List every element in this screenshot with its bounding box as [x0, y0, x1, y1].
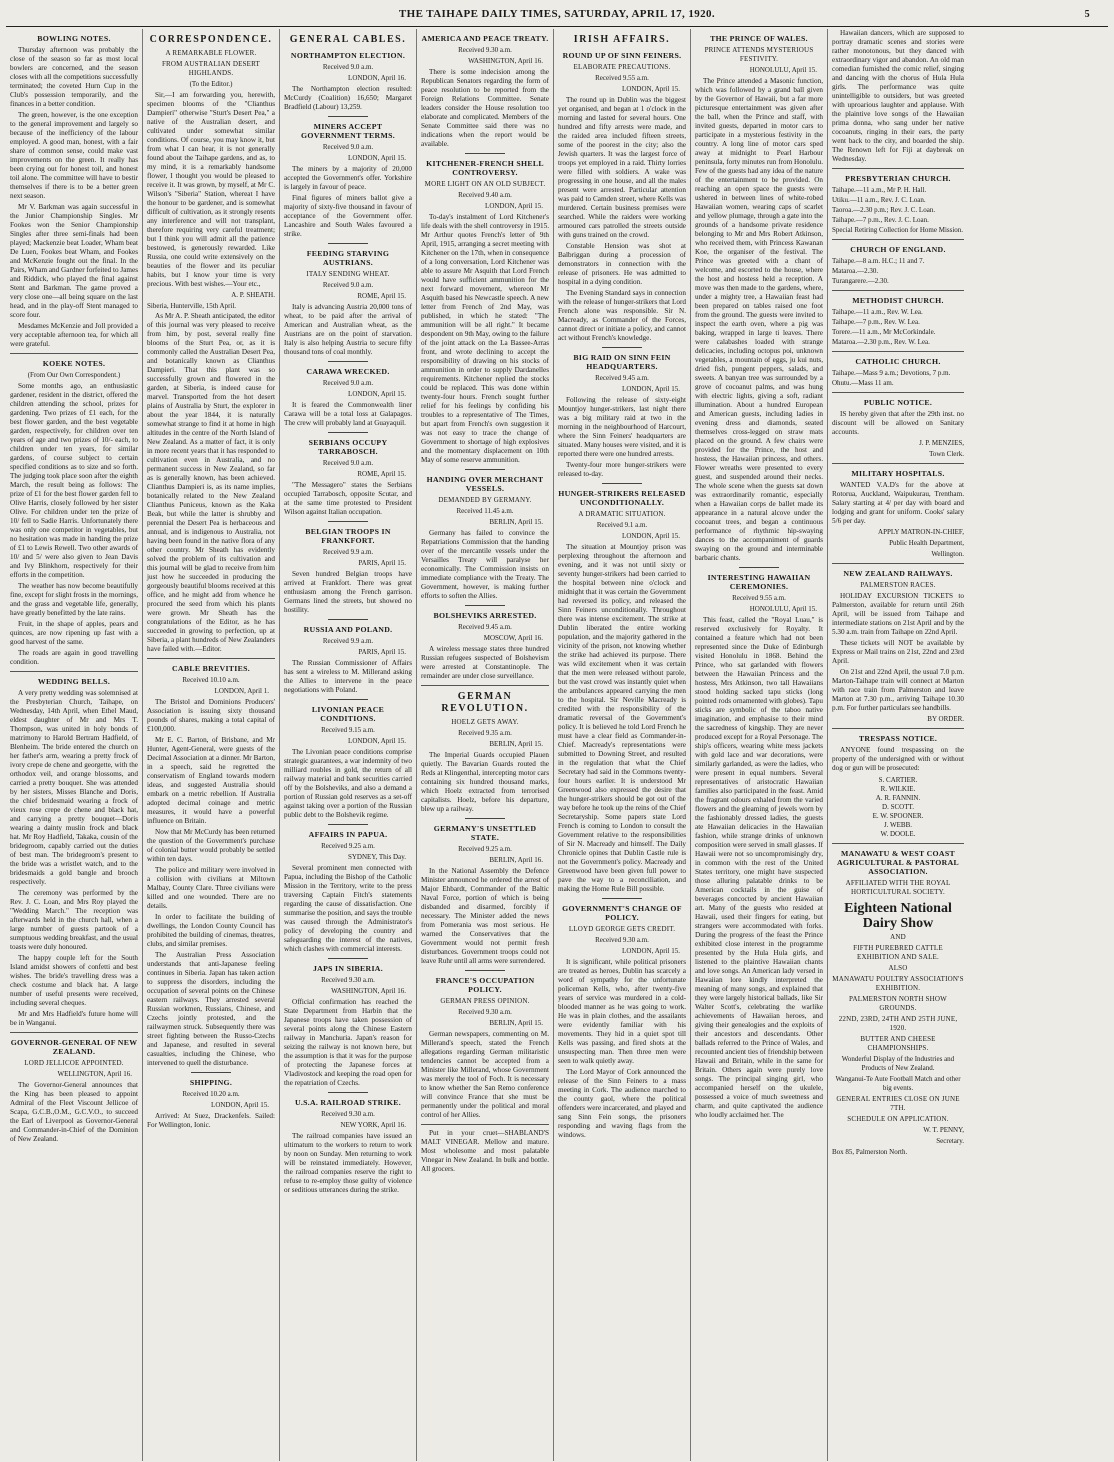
section-title: JAPS IN SIBERIA.	[312, 964, 383, 973]
dateline: HONOLULU, April 15.	[749, 605, 817, 613]
received-time: Received 9.25 a.m.	[458, 845, 512, 853]
service-line: Taoroa.—2.30 p.m.; Rev. J. C. Loan.	[832, 206, 936, 214]
letter-signature: A. P. SHEATH.	[231, 291, 275, 299]
notice-signature: Public Health Department,	[889, 539, 964, 547]
divider	[328, 432, 368, 433]
dateline: LONDON, April 15.	[348, 390, 406, 398]
section-title: KITCHENER-FRENCH SHELL CONTROVERSY.	[426, 159, 544, 177]
wedding-para: Mr and Mrs Hadfield's future home will be in Wanganui.	[10, 1010, 138, 1027]
koeke-para: Some months ago, an enthusiastic gardener, resident in the district, offered the children attending the school, prizes for gardening. Two prizes of £1 each, for the best flower garden, and the best vegetable garden, respectively, for children over ten years of age and two prizes of 10/- each, to children under ten years, for similar gardens, of course subject to certain specified conditions as to size and so forth. The judging took place soon after the eighth March, the result being as follows: The prize of £1 for the best flower garden fell to Olive Harris, closely followed by her sister Olive. For children under ten the prize of 10/ fell to Sadie Harris. Unfortunately there was only one competitor in vegetables, but no hesitation was made in handing the prize of £1 to Lewis Rewell. Two other awards of 10/ and 5/ were also given to Jean Davis and Ivy Blinkhorn, respectively for their efforts in the competition.	[10, 382, 138, 579]
bowling-para: Mr V. Barkman was again successful in the Junior Championship Singles. Mr Fookes won the Senior Championship Singles after three semi-finals had been played; Mackenzie beat Loader, Wham beat De Luen, Fookes beat Wham, and Fookes and McKenzie fought out the final. In the Pairs, Wham and Gardner forfeited to James and Riddick, who played the final against Stent and Barkman. The game proved a very close one—all being square on the last head, and in the play-off Stent managed to score four.	[10, 203, 138, 319]
column-6	[691, 29, 828, 1461]
divider	[421, 1124, 549, 1125]
section-sub: PRINCE ATTENDS MYSTERIOUS FESTIVITY.	[704, 46, 814, 63]
article-para: This feast, called the "Royal Luau," is reserved exclusively for Royalty. It contained a feature which had not been represented since the Duke of Edinburgh visited Honolulu in 1868. Behind the Prince, who sat garlanded with flowers between the Hawaiian Princess and the hostess, Mrs Atkinson, two tall Hawaiians stood holding sacked tapu sticks (long pointed rods ornamented with globes). Tapu sticks are symbolic of the taboo native imagination, and emphasise to their mind the sacredness of kingship. They are never produced except for a Royal Personage. The ship's officers, wearing white mess jackets with gold lace and war decorations, were similarly garlanded, as were the ladies, who were present in equal numbers. Several representatives of aristocratic Hawaiian families also participated in the feast. Amid the fragrant odours exhaled from the varied flowers and the gleaming of jewels worn by the fashionably dressed ladies, the guests ate Hawaiian delicacies in the Hawaiian fashion, while strange drinks of unknown composition were served in small glasses. If Hawaii were not so uncompromisingly dry, in common with the rest of the United States territory, one might have suspected those alluring palatable drinks to be American cocktails in the guise of beverages concocted by ancient Hawaiian art. Many of the guests who resided at Hawaii, used their fingers for eating, but strangers were accommodated with forks. During the progress of the feast the Prince exhibited close interest in the programme presented by the Hula Hula girls, and listened to the plaintive Hawaiian chants and love songs. An American lady versed in Hawaiian lore kindly interpreted the meaning of many songs, and explained that they were largely historical ballads, like Sir Walter Scott's, celebrating the warlike achievements of Hawaiian heroes, and giving their genealogies and the exploits of their ancestors and descendants. Other ballads referred to the Prince of Wales, and recounted ancient ties of friendship between Hawaii and Britain, while in the same for Britain. Others again were purely love songs. The principal singing girl, who accompanied herself on the ukulele, possessed a voice of much sweetness and charm, and quite captivated the audience who loudly acclaimed her. The	[695, 616, 823, 1119]
article-para: Constable Hension was shot at Balbriggan during a procession of demonstrators in connection with the release of prisoners. He was admitted to hospital in a dying condition.	[558, 242, 686, 286]
show-line: PALMERSTON NORTH SHOW GROUNDS.	[849, 995, 947, 1012]
article-para: Germany has failed to convince the Repatriations Commission that the handing over of the mercantile vessels under the Versailles Treaty will paralyse her economically. The Commission insists on immediate compliance with the Treaty. The Government, however, is making further efforts to soften the Allies.	[421, 529, 549, 600]
divider	[832, 843, 964, 844]
column-7	[828, 29, 968, 1461]
section-title: RUSSIA AND POLAND.	[303, 625, 393, 634]
service-line: Torere.—11 a.m., Mr McCorkindale.	[832, 328, 936, 336]
received-time: Received 9.30 a.m.	[321, 976, 375, 984]
section-title: FRANCE'S OCCUPATION POLICY.	[435, 976, 535, 994]
dateline: LONDON, April 1.	[214, 687, 269, 695]
section-title: INTERESTING HAWAIIAN CEREMONIES.	[707, 573, 811, 591]
section-title: NORTHAMPTON ELECTION.	[290, 51, 406, 60]
section-sub: MORE LIGHT ON AN OLD SUBJECT.	[424, 180, 546, 188]
column-3	[280, 29, 417, 1461]
section-title: LIVONIAN PEACE CONDITIONS.	[311, 705, 385, 723]
koeke-para: The weather has now become beautifully fine, except for slight frosts in the mornings, and the grass and vegetable life, generally, have greatly benefitted by the late rains.	[10, 582, 138, 617]
received-time: Received 9.15 a.m.	[321, 726, 375, 734]
dateline: HONOLULU, April 15.	[749, 66, 817, 74]
divider	[602, 347, 642, 348]
bowling-para: Thursday afternoon was probably the close of the season so far as most local bowlers are concerned, and the season closes with all the competitions successfully terminated; the coveted Hurn Cup in the Club's possession temporarily, and the finances in a better condition.	[10, 46, 138, 108]
to-editor: (To the Editor.)	[189, 80, 233, 88]
england-title: CHURCH OF ENGLAND.	[850, 245, 946, 254]
governor-sub: LORD JELLICOE APPOINTED.	[24, 1059, 124, 1067]
vinegar-advert: Put in your cruet—SHABLAND'S MALT VINEGAR. Mellow and mature. Most wholesome and most palatable Vinegar in New Zealand. In bulk and bottle. All grocers.	[421, 1129, 549, 1173]
article-para: The railroad companies have issued an ultimatum to the workers to return to work by noon on Sunday. Men returning to work will be reinstated immediately. However, the railroad companies reserve the right to refuse to re-employ those guilty of violence or seditious utterances during the strike.	[284, 1132, 412, 1194]
trespass-name: D. SCOTT.	[882, 803, 914, 811]
bowling-para: Mesdames McKenzie and Joll provided a very acceptable afternoon tea, for which all were grateful.	[10, 322, 138, 348]
divider	[421, 685, 549, 686]
received-time: Received 9.30 a.m.	[321, 1110, 375, 1118]
show-line: GENERAL ENTRIES CLOSE ON JUNE 7TH.	[836, 1095, 960, 1112]
column-1	[6, 29, 143, 1461]
section-title: THE PRINCE OF WALES.	[710, 34, 808, 43]
divider	[465, 153, 505, 154]
divider	[832, 392, 964, 393]
article-para: German newspapers, commenting on M. Millerand's speech, stated the French allegations regarding German militaristic tendencies cannot be accepted from a Minister like Millerand, whose Government was merely the tool of Foch. It is necessary to know whether the San Remo conference will convince France that she must be permanently under the political and moral control of her Allies.	[421, 1030, 549, 1119]
cable-para: The police and military were involved in a collision with civilians at Miltown Malbay, County Clare. Three civilians were killed and one wounded. There are no details.	[147, 866, 275, 910]
cable-title: CABLE BREVITIES.	[171, 664, 251, 673]
section-sub: HOELZ GETS AWAY.	[451, 718, 519, 726]
divider	[328, 824, 368, 825]
section-title: FEEDING STARVING AUSTRIANS.	[306, 249, 390, 267]
divider	[832, 728, 964, 729]
divider	[832, 239, 964, 240]
received-time: Received 9.30 a.m.	[458, 46, 512, 54]
koeke-title: KOEKE NOTES.	[42, 359, 106, 368]
irish-affairs-title: IRISH AFFAIRS.	[573, 34, 671, 45]
dateline: LONDON, April 15.	[622, 385, 680, 393]
article-para: "The Messagero" states the Serbians occupied Tarrabosch, opposite Scutar, and at the same time protested to President Wilson against Italian occupation.	[284, 481, 412, 516]
article-para: The Imperial Guards occupied Plauen quietly. The Bavarian Guards routed the Reds at Klingenthal, intercepting motor cars containing six hundred thousand marks, which Hoelz extracted from terrorised capitalists. Hoelz, before his departure, blew up a railway.	[421, 751, 549, 813]
show-address: Box 85, Palmerston North.	[832, 1148, 908, 1156]
received-time: Received 9.45 a.m.	[458, 623, 512, 631]
section-title: GOVERNMENT'S CHANGE OF POLICY.	[562, 904, 682, 922]
show-line: BUTTER AND CHEESE CHAMPIONSHIPS.	[860, 1035, 936, 1052]
article-para: The round up in Dublin was the biggest yet organised, and began at 1 o'clock in the morning and lasted for several hours. One hundred and fifty arrests were made, and the raided area included fifteen streets, some of the poorest in the city; also the Jewish quarters. It was the largest force of troops yet employed in a raid. Thirty lorries were filled with soldiers. A wake was progressing in one house, and all the males present were arrested. Particular attention was paid to Camden street, where Kells was murdered. Certain business premises were searched. While the raiders were working armoured cars patrolled the streets outside with guns trained on the crowd.	[558, 96, 686, 239]
service-line: Ohutu.—Mass 11 am.	[832, 379, 894, 387]
shipping-title: SHIPPING.	[189, 1078, 233, 1087]
received-time: Received 9.0 a.m.	[322, 63, 374, 71]
general-cables-title: GENERAL CABLES.	[289, 34, 407, 45]
koeke-para: The roads are again in good travelling condition.	[10, 649, 138, 666]
section-title: BIG RAID ON SINN FEIN HEADQUARTERS.	[573, 353, 671, 371]
show-dates: 22ND, 23RD, 24TH AND 25TH JUNE, 1920.	[838, 1015, 958, 1032]
received-time: Received 10.20 a.m.	[182, 1090, 240, 1098]
trespass-names	[832, 776, 964, 839]
article-para: The situation at Mountjoy prison was perplexing throughout the afternoon and evening, and it was not until sixty or seventy hunger-strikers had been carried to the hospital between nine o'clock and midnight that it was certain the Government had reversed its policy, and released the Sinn Feiners unconditionally. Throughout there was intense excitement. The strike at Dublin liberated the entire working population, and the majority gathered in the vicinity of the prison, not knowing whether the strike had achieved its purpose. There was wild excitement when it was certain that the men were released without parole, but the vast crowd was instantly quiet when the ambulances appeared carrying the men to the hospital. Sir Neville Macready is credited with the responsibility of the dramatic reversal of the Government's policy. It is believed he told Lord French he must have a clear field as Commander-in-Chief. Macready's representations were submitted to Downing Street, and resulted in the regulation that what the Chief Secretary had said in the Commons twenty-four hours earlier. It is understood Mr Greenwood also expressed the desire that the hunger-strikers should be got out of the way before he took up the reins of the Chief Secretaryship. Some papers state Lord French is coming to London to consult the Government relative to the responsibilities of Sir N. Macready and himself. The Daily Chronicle opines that Dublin Castle rule is not the Government's policy. Macready and Greenwood have been given full power to pave the way to a reconciliation, and making the Home Rule Bill possible.	[558, 543, 686, 893]
received-time: Received 9.55 a.m.	[595, 74, 649, 82]
article-para: It is feared the Commonwealth liner Carawa will be a total loss at Galapagos. The crew will probably land at Guayaquil.	[284, 401, 412, 427]
wedding-para: A very pretty wedding was solemnised at the Presbyterian Church, Taihape, on Wednesday, 14th April, when Ethel Maud, eldest daughter of Mr and Mrs T. Thompson, was united in holy bonds of matrimony to Harold Bertram Hadfield, of Blenheim. The bride entered the church on her father's arm, wearing a pretty frock of ivory crepe de chene and georgette, with the orthodox veil, and orange blossoms, and carried a pretty bouquet. She was attended by her sisters, Misses Blanche and Doris, the chief bridesmaid wearing a frock of vieux rose crepe de chene and black hat, and carrying a pretty bouquet—Doris wearing a dainty muslin frock and black hat. Mr Roy Hadfield, Takaka, cousin of the bridegroom, capably carried out the duties of best man. The bridegroom's present to the bride was a wristlet watch, and to the bridesmaids a gold bangle and brooch respectively.	[10, 689, 138, 886]
letter-para: Sir,—I am forwarding you, herewith, specimen blooms of the "Clianthus Dampieri" otherwise "Sturt's Desert Pea," a native of the Australian desert, and cultivated under somewhat similar conditions. Of course, you may know it, but from what I can hear, it is not generally found about the Taihape gardens, and as, to my mind, it is a remarkably handsome flower, I thought you would be pleased to receive it. It was grown, by myself, at Mr C. Wilson's "Siberia" Station, whereat I have the honour to be gardener, and is somewhat difficult of cultivation, as it strongly resents any interference and will not transplant, therefore requiring very careful treatment; but I think you will admit all the patience bestowed, is generously rewarded. Like Russia, one could write extensively on the beauties of the flower and its peculiar habits, but I know your time is very precious. With best wishes.—Your etc.,	[147, 91, 275, 288]
received-time: Received 9.35 a.m.	[458, 729, 512, 737]
dateline: LONDON, April 15.	[348, 737, 406, 745]
divider	[832, 290, 964, 291]
section-title: BELGIAN TROOPS IN FRANKFORT.	[305, 527, 391, 545]
divider	[832, 463, 964, 464]
article-para: In the National Assembly the Defence Minister announced he ordered the arrest of Major Ehbardt, Commander of the Baltic Naval Force, portion of which is being disbanded and disarmed, forcibly if necessary. The Minister added the news from Pomerania was most serious. He warned the Conservatives that the Government would not permit fresh disturbances. Government troops could not leave Ruhr until all arms were surrendered.	[421, 867, 549, 965]
notice-signature: APPLY MATRON-IN-CHIEF,	[878, 528, 964, 536]
service-line: Taihape.—Mass 9 a.m.; Devotions, 7 p.m.	[832, 369, 951, 377]
dateline: WASHINGTON, April 16.	[468, 57, 543, 65]
dateline: LONDON, April 15.	[622, 532, 680, 540]
article-para: Final figures of miners ballot give a majority of sixty-five thousand in favour of acceptance of the Government offer. Lancashire and South Wales favoured a strike.	[284, 194, 412, 238]
dateline: WASHINGTON, April 16.	[331, 987, 406, 995]
show-line: Wonderful Display of the Industries and Products of New Zealand.	[841, 1055, 955, 1072]
received-time: Received 9.0 a.m.	[322, 459, 374, 467]
notice-para: HOLIDAY EXCURSION TICKETS to Palmerston, available for return until 26th April, will be issued from Taihape and intermediate stations on 21st April and by the 5.30 a.m. train from Taihape on 22nd April.	[832, 592, 964, 636]
dateline: SYDNEY, This Day.	[347, 853, 406, 861]
article-para: To-day's instalment of Lord Kitchener's life deals with the shell controversy in 1915. Mr Arthur quotes French's letter of 9th April, 1915, arranging a secret meeting with Kitchener on the 17th, when in consequence of a long conversation, Lord Kitchener was able to assure Mr Asquith that Lord French would have sufficient ammunition for the next forward movement, whereon Mr Asquith based his Newcastle speech. A new letter from French of 2nd May, was published, in which he stated: "The ammunition will be all right." It became despondent on 9th May, owing to the failure of the joint attack on the La Bassee-Arras front, and wrote declining to accept the responsibility of drawing on his stocks of ammunition in order to supply Dardanelles requirements. Kitchener replied the stocks could be replaced. This was done within twenty-four hours. French sought further relief for his feelings by confiding his troubles to a representative of The Times, but apart from French's own suggestion it was not easy to trace the change of Government to shortage of high explosives and the momentary displacement on 10th May of some reserve ammunition.	[421, 213, 549, 464]
divider	[328, 619, 368, 620]
notice-para: WANTED V.A.D's for the above at Rotorua, Auckland, Waipukurau, Trentham. Salary starting at 4/ per day with board and lodging and grant for uniform. Cooks' salary 5/6 per day.	[832, 481, 964, 525]
governor-place: WELLINGTON, April 16.	[57, 1070, 132, 1078]
notice-para: These tickets will NOT be available by Express or Mail trains on 21st, 22nd and 23rd April.	[832, 639, 964, 665]
column-4	[417, 29, 554, 1461]
divider	[328, 958, 368, 959]
methodist-title: METHODIST CHURCH.	[852, 296, 944, 305]
dateline: LONDON, April 15.	[622, 947, 680, 955]
divider	[10, 1032, 138, 1033]
received-time: Received 9.45 a.m.	[595, 374, 649, 382]
divider	[465, 469, 505, 470]
divider	[328, 243, 368, 244]
divider	[328, 699, 368, 700]
dateline: LONDON, April 15.	[211, 1101, 269, 1109]
section-title: U.S.A. RAILROAD STRIKE.	[294, 1098, 402, 1107]
article-para: The Livonian peace conditions comprise strategic guarantees, a war indemnity of two milliard roubles in gold, the return of all railway material and bank securities carried off by the Bolsheviks, and also a demand a portion of Russian gold reserves as a set-off against taking over a portion of the Russian public debt to the Bolshevik regime.	[284, 748, 412, 819]
letter-place: Siberia, Hunterville, 15th April.	[147, 302, 237, 310]
wedding-para: The happy couple left for the South Island amidst showers of confetti and best wishes. The bride's travelling dress was a check costume and black hat. A large number of useful presents were received, including several cheques.	[10, 954, 138, 1007]
dateline: BERLIN, April 15.	[489, 1019, 543, 1027]
article-para: It is significant, while political prisoners are treated as heroes, Dublin has scarcely a word of sympathy for the unfortunate policeman Kells, who, after twenty-five years of service was murdered in a cold-blooded manner as he was going to work. He was in plain clothes, and the assailants were evidently familiar with his movements. They hid in a quiet spot till Kells was passing, and fired shots at the unsuspecting man. Then three men were seen to walk quietly away.	[558, 958, 686, 1065]
received-time: Received 10.10 a.m.	[182, 676, 240, 684]
cable-para: In order to facilitate the building of dwellings, the London County Council has prohibited the building of cinemas, theatres, clubs, and similar premises.	[147, 913, 275, 948]
cable-para: The Bristol and Dominions Producers' Association is issuing sixty thousand pounds of shares, making a total capital of £100,000.	[147, 698, 275, 733]
received-time: Received 9.25 a.m.	[321, 842, 375, 850]
dateline: MOSCOW, April 16.	[483, 634, 543, 642]
dateline: ROME, April 15.	[357, 292, 406, 300]
service-line: Taihape.—7 p.m., Rev. J. C. Loan.	[832, 216, 929, 224]
koeke-para: Fruit, in the shape of apples, pears and quinces, are now ripening up fast with a good harvest of the same.	[10, 620, 138, 646]
show-line: AND	[890, 933, 906, 941]
column-2	[143, 29, 280, 1461]
divider	[328, 116, 368, 117]
dateline: BERLIN, April 15.	[489, 518, 543, 526]
dateline: LONDON, April 16.	[348, 74, 406, 82]
service-line: Mataroa.—2.30 p.m., Rev. W. Lea.	[832, 338, 930, 346]
manawatu-sub: AFFILIATED WITH THE ROYAL HORTICULTURAL SOCIETY.	[845, 879, 951, 896]
received-time: Received 9.0 a.m.	[322, 281, 374, 289]
section-title: HUNGER-STRIKERS RELEASED UNCONDITIONALLY.	[558, 489, 686, 507]
shipping-para: Arrived: At Suez, Drackenfels. Sailed: For Wellington, Ionic.	[147, 1112, 275, 1129]
article-para: Italy is advancing Austria 20,000 tons of wheat, to be paid after the arrival of American and Australian wheat, as the Austrians are on the point of starvation. Italy is also helping Austria to secure fifty thousand tons of coal monthly.	[284, 303, 412, 356]
bowling-title: BOWLING NOTES.	[37, 34, 111, 43]
divider	[832, 563, 964, 564]
page-number: 5	[1084, 8, 1090, 20]
section-sub: ITALY SENDING WHEAT.	[306, 270, 390, 278]
divider	[328, 521, 368, 522]
service-line: Taihape.—8 a.m. H.C.; 11 and 7.	[832, 257, 925, 265]
cable-para: Now that Mr McCurdy has been returned the question of the Government's purchase of colonial butter would probably be settled within ten days.	[147, 828, 275, 863]
masthead	[6, 2, 1108, 27]
notice-para: On 21st and 22nd April, the usual 7.0 p.m. Marton-Taihape train will connect at Marton with race train from Palmerston and leave Marton at 7.30 p.m., arriving Taihape 10.30 p.m. For further particulars see handbills.	[832, 668, 964, 712]
received-time: Received 9.9 a.m.	[322, 548, 374, 556]
service-line: Special Retiring Collection for Home Mission.	[832, 226, 964, 234]
wedding-title: WEDDING BELLS.	[37, 677, 111, 686]
article-para: The Lord Mayor of Cork announced the release of the Sinn Feiners to a mass meeting in Cork. The audience marched to the county gaol, where the political offenders were incarcerated, and played and sang Sinn Fein songs, the prisoners responding and waving flags from the windows.	[558, 1068, 686, 1139]
received-time: Received 9.30 a.m.	[595, 936, 649, 944]
military-title: MILITARY HOSPITALS.	[851, 469, 945, 478]
koeke-sub: (From Our Own Correspondent.)	[27, 371, 121, 379]
article-para: Twenty-four more hunger-strikers were released to-day.	[558, 461, 686, 478]
show-line: ALSO	[888, 964, 908, 972]
section-title: MINERS ACCEPT GOVERNMENT TERMS.	[300, 122, 396, 140]
divider	[10, 353, 138, 354]
section-title: ROUND UP OF SINN FEINERS.	[562, 51, 682, 60]
dateline: BERLIN, April 15.	[489, 740, 543, 748]
section-title: BOLSHEVIKS ARRESTED.	[433, 611, 537, 620]
column-5	[554, 29, 691, 1461]
service-line: Utiku.—11 a.m., Rev. J. C. Loan.	[832, 196, 926, 204]
divider	[832, 168, 964, 169]
masthead-title: THE TAIHAPE DAILY TIMES, SATURDAY, APRIL 17, 1920.	[398, 8, 716, 20]
editor-note: As Mr A. P. Sheath anticipated, the editor of this journal was very pleased to receive from him, by post, several really fine blooms of the Sturt Pea, or, as it is commonly called the Australian Desert Pea, and botanically known as Clianthus Dampieri. That this plant was so successfully grown and flowered in the garden, at Siberia, is indeed cause for marvel. Transported from the hot desert plains of Australia by Sturt, the explorer in about the year 1844, it is naturally somewhat strange to find it at home in high altitudes in the centre of the North Island of New Zealand. As a matter of fact, it is only in more recent years that it has responded to cultivation even in Australia, and no permanent success in New Zealand, so far as is generally known, has been achieved. Clianthus Dampieri is, as its name implies, botanically related to the New Zealand Clianthus Puniceus, known as the Kaka Beak, but while the latter is shrubby and perennial the Desert Pea is herbaceous and annual, and is indigenous to Australia, not having been found in the native flora of any other country. Mr Sheath has evidently solved the problem of its cultivation and this journal will be glad to receive from him just how he succeeded in producing the gorgeously beautiful blooms received at this office, and he might add from whence he procured the seed from which his plants were grown. Mr Sheath has the congratulations of the Editor, as he has succeeded in growing to perfection, up at Siberia, a plant hundreds of New Zealanders have failed with.—Editor.	[147, 312, 275, 653]
section-sub: LLOYD GEORGE GETS CREDIT.	[568, 925, 676, 933]
service-line: Taihape.—11 a.m., Mr P. H. Hall.	[832, 186, 927, 194]
show-line: FIFTH PUREBRED CATTLE EXHIBITION AND SALE.	[853, 944, 943, 961]
divider	[739, 567, 779, 568]
section-sub: A DRAMATIC SITUATION.	[578, 510, 666, 518]
article-para: Several prominent men connected with Papua, including the Bishop of the Catholic Mission in the Territory, write to the press traversing Captain Fitch's statements regarding the cause of dissatisfaction. One summarise the position, and says the trouble was caused through the Administrator's policy of developing the country and safeguarding the interest of the natives, which clashes with commercial interests.	[284, 864, 412, 953]
section-title: HANDING OVER MERCHANT VESSELS.	[426, 475, 544, 493]
cable-para: The Australian Press Association understands that anti-Japanese feeling continues in Siberia. Japan has taken action to suppress the disorders, including the occupation of several points on the Chinese eastern railways. They arrested several Russian workmen, Russians, Chinese, and Czechs jointly protested, and the railwaymen struck. Subsequently there was street fighting between the Russo-Czechs and Japanese, and resulted in several casualties, including the Chinese, who intervened to quell the disturbance.	[147, 951, 275, 1067]
trespass-title: TRESPASS NOTICE.	[858, 734, 938, 743]
section-title: AFFAIRS IN PAPUA.	[308, 830, 388, 839]
notice-signature: Town Clerk.	[929, 450, 964, 458]
divider	[602, 483, 642, 484]
divider	[465, 818, 505, 819]
divider	[328, 1092, 368, 1093]
railways-title: NEW ZEALAND RAILWAYS.	[843, 569, 953, 578]
section-sub: DEMANDED BY GERMANY.	[438, 496, 532, 504]
dateline: LONDON, April 15.	[348, 154, 406, 162]
public-notice-title: PUBLIC NOTICE.	[863, 398, 933, 407]
article-continuation: Hawaiian dancers, which are supposed to portray dramatic scenes and stories were rather monotonous, but they danced with extraordinary vigor and abandon. An old man comedian furnished the comic relief, singing and dancing with the chorus of Hula Hula girls. The performance was quite unintelligible to outsiders, but was greeted with uproarious laughter and applause. With the plaintive love songs of the Hawaiian prima donna, who sang under her native cocoanuts, ringing in their ears, the party went back to the city, and boarded the ship. The Renown left for Fiji at daybreak on Wednesday.	[832, 29, 964, 163]
trespass-name: S. CARTIER.	[878, 776, 918, 784]
railways-sub: PALMERSTON RACES.	[860, 581, 936, 589]
article-para: Seven hundred Belgian troops have arrived at Frankfort. There was great enthusiasm among the French garrison. Germans lined the streets, but showed no hostility.	[284, 570, 412, 614]
section-title: CARAWA WRECKED.	[306, 367, 390, 376]
dateline: LONDON, April 15.	[622, 85, 680, 93]
section-title: SERBIANS OCCUPY TARRABOSCH.	[308, 438, 388, 456]
notice-signature: J. P. MENZIES,	[919, 439, 964, 447]
received-time: Received 11.45 a.m.	[456, 507, 514, 515]
received-time: Received 9.1 a.m.	[596, 521, 648, 529]
notice-para: ANYONE found trespassing on the property of the undersigned with or without dog or gun will be prosecuted:	[832, 746, 964, 772]
catholic-title: CATHOLIC CHURCH.	[855, 357, 941, 366]
divider	[602, 898, 642, 899]
article-para: The Northampton election resulted: McCurdy (Coalition) 16,650; Margaret Bradfield (Labour) 13,259.	[284, 85, 412, 111]
notice-signature: Wellington.	[931, 550, 964, 558]
service-line: Taihape.—11 a.m., Rev. W. Lea.	[832, 308, 923, 316]
section-sub: GERMAN PRESS OPINION.	[440, 997, 530, 1005]
article-para: A wireless message states three hundred Russian refugees suspected of Bolshevism were arrested at Constantinople. The remainder are under close surveillance.	[421, 645, 549, 680]
article-para: The Prince attended a Masonic function, which was followed by a grand ball given by the Governor of Hawaii, but a far more picturesque entertainment was given after the ball, when the Prince and staff, with invited guests, departed in motor cars to participate in a mysterious festivity in the country. A long line of motor cars sped away at midnight to Pearl Harbour peninsula, forty minutes run from Honolulu. Few of the guests had any idea of the nature of the entertainment to be provided. On reaching an open space the guests were ushered in between lines of white-robed Hawaiian women, wearing caps of scarlet and yellow plumage, through a gate into the grounds of a handsome private residence belonging to Mr and Mrs Robert Atkinson, who received them, with Princess Kawanan Koe, the organiser of the festival. The Prince was greeted with a chant of welcome, and escorted to the house, where the host and hostess held a reception. A move was then made to the gardens, where, under a mighty tree, a Hawaiian feast had been prepared on tables raised one foot from the ground. The guests were invited to inspect the earth oven, where a pig was baking, wrapped in large ti leaves. There were calabashes loaded with strange delicacies, including octopus poi, unknown vegetables, a mountain of eggs, ju kui nuts, dried fish, pungent peppers, salads, and sweets. A banyan tree was surrounded by a grove of cocoanut palms, and was hung with electric lights, giving a soft, radiant illumination. About a hundred European and American guests, including ladies in evening dress and diamonds, seated themselves cross-legged on straw mats placed on the ground. A few chairs were provided for the Prince, the host and hostess, the Hawaiian princess, and others. Flower wreaths were presented to every guest, and suspended around their necks. The whole scene when the guests sat down was extraordinarily romantic, especially when a Hawaiian corps de ballet made its appearance in a natural alcove under the cocoanut trees, and began a continuous performance of rhythmic hip-swaying dances to the accompaniment of guards swaying on the ground and interminable barbaric chants.	[695, 77, 823, 562]
governor-title: GOVERNOR-GENERAL OF NEW ZEALAND.	[10, 1038, 138, 1056]
article-para: The Evening Standard says in connection with the release of hunger-strikers that Lord French alone was responsible. Sir N. Macready, as Commander of the Forces, cannot direct or initiate a policy, and cannot act without French's knowledge.	[558, 289, 686, 342]
received-time: Received 9.30 a.m.	[458, 1008, 512, 1016]
divider	[832, 351, 964, 352]
dateline: LONDON, April 15.	[485, 202, 543, 210]
article-para: The miners by a majority of 20,000 accepted the Government's offer. Yorkshire is largely in favour of peace.	[284, 165, 412, 191]
trespass-name: E. W. SPOONER.	[872, 812, 924, 820]
received-time: Received 9.9 a.m.	[322, 637, 374, 645]
divider	[465, 970, 505, 971]
show-line: SCHEDULE ON APPLICATION.	[847, 1115, 949, 1123]
correspondence-title: CORRESPONDENCE.	[149, 34, 273, 45]
article-para: There is some indecision among the Republican Senators regarding the form of peace resolution to be reported from the Foreign Relations Committee. Senate leaders consider the House resolution too elaborate and complicated. Members of the Senate Committee said there was no indications when the report would be available.	[421, 68, 549, 148]
show-line: Wanganui-Te Aute Football Match and other big events.	[835, 1075, 961, 1092]
received-time: Received 9.40 a.m.	[458, 191, 512, 199]
dateline: NEW YORK, April 16.	[340, 1121, 406, 1129]
divider	[147, 658, 275, 659]
article-para: Official confirmation has reached the State Department from Harbin that the Japanese troops have taken possession of several points along the Chinese Eastern railway in Manchuria. Japan's reason for seizing the railway is not known here, but the assumption is that it was for the purpose of protecting the Japanese forces at Vladivostock and keeping the road open for the repatriation of Czechs.	[284, 998, 412, 1087]
divider	[328, 361, 368, 362]
correspondence-sub: A REMARKABLE FLOWER.	[165, 49, 257, 57]
received-time: Received 9.55 a.m.	[732, 594, 786, 602]
show-line: MANAWATU POULTRY ASSOCIATION'S EXHIBITION.	[832, 975, 964, 992]
cable-para: Mr E. C. Barton, of Brisbane, and Mr Hunter, Agent-General, were guests of the Decimal Association at a dinner. Mr Barton, in a speech, said he regretted the conservatism of England towards modern ideas, and suggested Australia should embark on a metric rebellion. If Australia adopted decimal coinage and metric measures, it would have a powerful influence on Britain.	[147, 736, 275, 825]
dateline: PARIS, April 15.	[358, 648, 406, 656]
notice-signature: BY ORDER.	[927, 715, 964, 723]
trespass-name: W. DOOLE.	[880, 830, 916, 838]
governor-para: The Governor-General announces that the King has been pleased to appoint Admiral of the Fleet Viscount Jellicoe of Scapa, G.C.B.,O.M., G.C.V.O., to succeed the Earl of Liverpool as Governor-General and Commander-in-Chief of the Dominion of New Zealand.	[10, 1081, 138, 1143]
dairy-show-title: Eighteen National Dairy Show	[844, 901, 952, 931]
notice-signature: W. T. PENNY,	[923, 1126, 964, 1134]
dateline: BERLIN, April 16.	[489, 856, 543, 864]
section-title: GERMANY'S UNSETTLED STATE.	[433, 824, 537, 842]
article-para: The Russian Commissioner of Affairs has sent a wireless to M. Millerand asking the Allies to intervene in the peace negotiations with Poland.	[284, 659, 412, 694]
section-title: GERMAN REVOLUTION.	[441, 691, 529, 714]
divider	[465, 605, 505, 606]
manawatu-title: MANAWATU & WEST COAST AGRICULTURAL & PASTORAL ASSOCIATION.	[837, 849, 959, 876]
trespass-name: A. R. FANNIN.	[875, 794, 921, 802]
service-line: Turangarere.—2.30.	[832, 277, 889, 285]
notice-para: IS hereby given that after the 29th inst. no discount will be allowed on Sanitary accounts.	[832, 410, 964, 436]
service-line: Taihape.—7 p.m., Rev. W. Lea.	[832, 318, 920, 326]
divider	[191, 1072, 231, 1073]
service-line: Mataroa.—2.30.	[832, 267, 879, 275]
received-time: Received 9.0 a.m.	[322, 379, 374, 387]
dateline: PARIS, April 15.	[358, 559, 406, 567]
section-title: AMERICA AND PEACE TREATY.	[421, 34, 549, 43]
trespass-name: J. WEBB.	[883, 821, 913, 829]
presbyterian-title: PRESBYTERIAN CHURCH.	[845, 174, 951, 183]
article-para: Following the release of sixty-eight Mountjoy hunger-strikers, last night there was a big military raid at two in the morning in the neighbourhood of Harcourt, where the Sinn Feiners' headquarters are situated. Many houses were visited, and it is reported there were one hundred arrests.	[558, 396, 686, 458]
divider	[10, 671, 138, 672]
wedding-para: The ceremony was performed by the Rev. J. C. Loan, and Mrs Roy played the "Wedding March." The reception was afterwards held in the church hall, when a large number of guests partook of a sumptuous wedding breakfast, and the usual toasts were duly honoured.	[10, 889, 138, 951]
received-time: Received 9.0 a.m.	[322, 143, 374, 151]
dateline: ROME, April 15.	[357, 470, 406, 478]
correspondence-sub: FROM AUSTRALIAN DESERT HIGHLANDS.	[161, 60, 261, 77]
section-sub: ELABORATE PRECAUTIONS.	[573, 63, 671, 71]
trespass-name: R. WILKIE.	[880, 785, 916, 793]
columns	[6, 29, 1108, 1461]
notice-signature: Secretary.	[936, 1137, 964, 1145]
bowling-para: The green, however, is the one exception to the general improvement and largely so because of the inefficiency of the labour employed. A good man, honest, with a fair share of common sense, could make vast improvements on the green. It really has been crying out for honest toil, and honest toil alone. The committee will have to bestir themselves if there is to be a better green next season.	[10, 111, 138, 200]
